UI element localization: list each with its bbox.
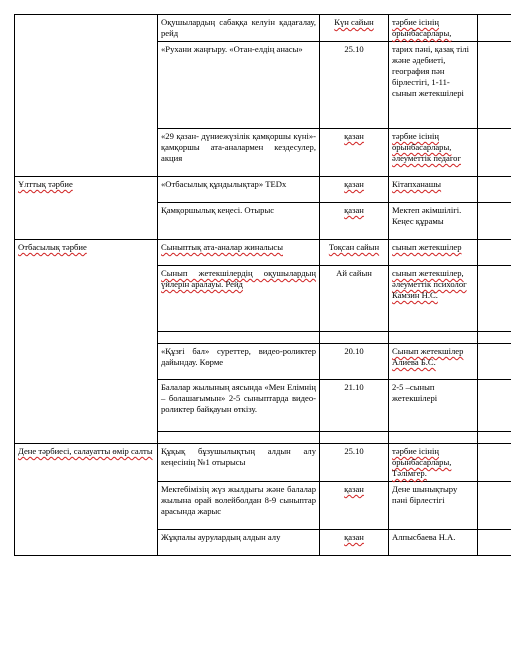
cell-event: Мектебімізің жүз жылдығы және балалар жылына орай волейболдан 8-9 сыныптар арасында жарыс <box>158 482 320 530</box>
cell-note <box>478 482 511 530</box>
cell-note <box>478 266 511 332</box>
cell-responsible: 2-5 –сынып жетекшілері <box>389 380 478 432</box>
cell-note <box>478 530 511 556</box>
cell-date: 25.10 <box>320 42 389 129</box>
cell-event: «Құзғі бал» суреттер, видео-роликтер дайындау. Көрме <box>158 344 320 380</box>
cell-date <box>320 432 389 444</box>
cell-date: Күн сайын <box>320 15 389 42</box>
cell-event: Сыныптық ата-аналар жиналысы <box>158 240 320 266</box>
cell-note <box>478 380 511 432</box>
cell-note <box>478 15 511 42</box>
cell-responsible: тәрбие ісінің орынбасарлары, әлеуметтік педагог <box>389 129 478 177</box>
cell-responsible: тәрбие ісінің орынбасарлары, <box>389 15 478 42</box>
cell-responsible <box>389 432 478 444</box>
cell-date <box>320 332 389 344</box>
cell-event: Оқушылардың сабаққа келуін қадағалау, рейд <box>158 15 320 42</box>
cell-event: Сынып жетекшілердің оқушылардың үйлерін аралауы. Рейд <box>158 266 320 332</box>
cell-note <box>478 444 511 482</box>
cell-note <box>478 42 511 129</box>
cell-responsible: тарих пәні, қазақ тілі және әдебиеті, география пән бірлестігі, 1-11-сынып жетекшілері <box>389 42 478 129</box>
cell-direction: Отбасылық тәрбие <box>15 240 158 444</box>
cell-event: «Отбасылық құндылықтар» TEDх <box>158 177 320 203</box>
cell-note <box>478 129 511 177</box>
cell-event: «Рухани жаңғыру. «Отан-елдің анасы» <box>158 42 320 129</box>
cell-responsible: Алпысбаева Н.А. <box>389 530 478 556</box>
cell-date: қазан <box>320 530 389 556</box>
plan-table <box>14 14 511 556</box>
cell-responsible <box>389 332 478 344</box>
cell-direction: Дене тәрбиесі, салауатты өмір салты <box>15 444 158 556</box>
cell-event: Қамқоршылық кеңесі. Отырыс <box>158 203 320 240</box>
cell-responsible: Кітапханашы <box>389 177 478 203</box>
cell-note <box>478 203 511 240</box>
cell-note <box>478 432 511 444</box>
cell-date: Ай сайын <box>320 266 389 332</box>
cell-event: Балалар жылының аясында «Мен Елімнің – болашағымын» 2-5 сыныптарда видео-роликтер байқауын өткізу. <box>158 380 320 432</box>
cell-date: 25.10 <box>320 444 389 482</box>
cell-note <box>478 344 511 380</box>
cell-event <box>158 432 320 444</box>
cell-event <box>158 332 320 344</box>
cell-responsible: тәрбие ісінің орынбасарлары, Тәлімгер. <box>389 444 478 482</box>
cell-event: Құқық бұзушылықтың алдын алу кеңесінің №1 отырысы <box>158 444 320 482</box>
cell-note <box>478 240 511 266</box>
cell-event: «29 қазан- дүниежүзілік қамқоршы күні»- қамқоршы ата-аналармен кездесулер, акция <box>158 129 320 177</box>
cell-direction: Ұлттық тәрбие <box>15 177 158 240</box>
cell-responsible: Мектеп әкімшілігі. Кеңес құрамы <box>389 203 478 240</box>
table-row <box>15 177 511 203</box>
cell-event: Жұқпалы аурулардың алдын алу <box>158 530 320 556</box>
cell-responsible: сынып жетекшілер, әлеуметтік психолог Камзин Н.С. <box>389 266 478 332</box>
cell-note <box>478 332 511 344</box>
cell-date: қазан <box>320 177 389 203</box>
table-row <box>15 444 511 482</box>
table-row <box>15 15 511 42</box>
cell-date: Тоқсан сайын <box>320 240 389 266</box>
cell-date: қазан <box>320 203 389 240</box>
cell-responsible: Сынып жетекшілер Алиева Б.С. <box>389 344 478 380</box>
cell-direction <box>15 15 158 177</box>
cell-date: қазан <box>320 129 389 177</box>
cell-responsible: Дене шынықтыру пәні бірлестігі <box>389 482 478 530</box>
cell-date: қазан <box>320 482 389 530</box>
cell-date: 21.10 <box>320 380 389 432</box>
table-row <box>15 240 511 266</box>
cell-date: 20.10 <box>320 344 389 380</box>
cell-note <box>478 177 511 203</box>
cell-responsible: сынып жетекшілер <box>389 240 478 266</box>
